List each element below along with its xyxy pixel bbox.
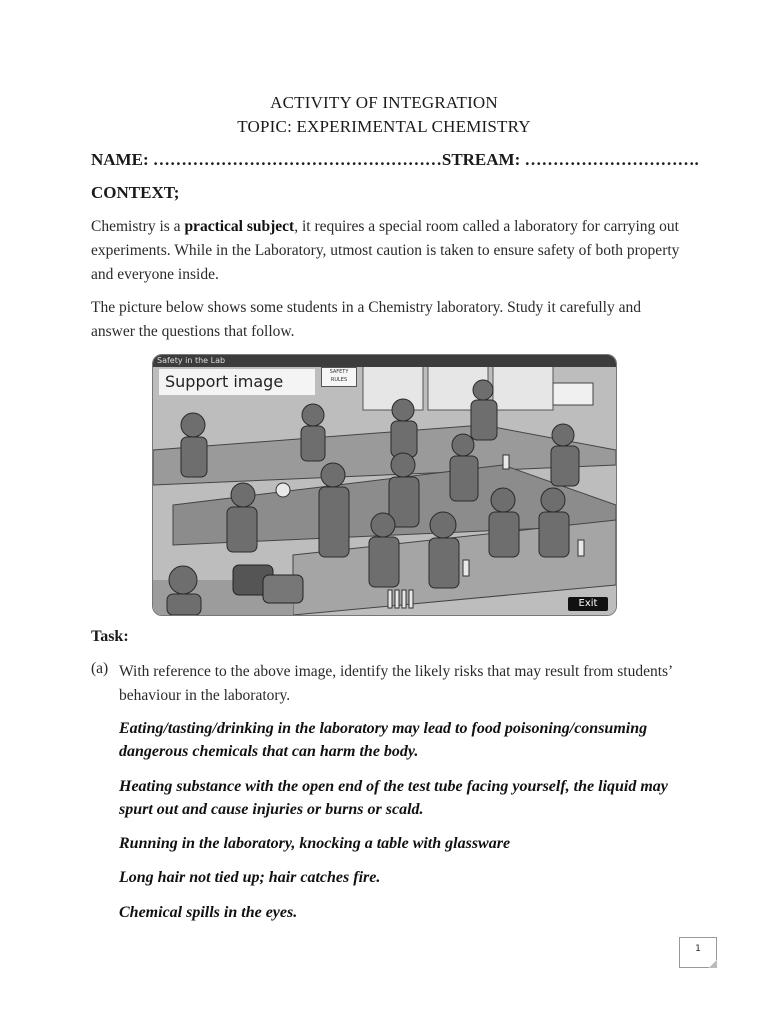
answer-item: Heating substance with the open end of the test tube facing yourself, the liquid may spurt out and cause injuries or burns or scald. xyxy=(119,778,668,818)
emphasis-text: practical subject xyxy=(184,218,295,235)
document-title: ACTIVITY OF INTEGRATION xyxy=(270,93,498,112)
lab-illustration xyxy=(152,354,617,616)
context-paragraph xyxy=(91,215,681,287)
answer-item: Running in the laboratory, knocking a table with glassware xyxy=(119,835,511,852)
stream-field-label: STREAM: …………………………. xyxy=(441,150,699,169)
paragraph-text: Chemistry is a xyxy=(91,218,185,235)
page-number-badge xyxy=(679,937,717,968)
page-number: 1 xyxy=(695,944,701,954)
name-field-label: NAME: …………………………………………… xyxy=(91,150,442,169)
support-image-label: Support image xyxy=(159,369,315,395)
context-heading: CONTEXT; xyxy=(91,183,180,202)
answer-item: Chemical spills in the eyes. xyxy=(119,904,298,921)
instruction-paragraph: The picture below shows some students in a Chemistry laboratory. Study it carefully and answer the questions that follow. xyxy=(91,299,641,340)
answer-item: Long hair not tied up; hair catches fire. xyxy=(119,869,381,886)
exit-button[interactable]: Exit xyxy=(568,597,608,611)
document-topic: TOPIC: EXPERIMENTAL CHEMISTRY xyxy=(237,117,531,136)
name-stream-line xyxy=(91,150,699,170)
question-number: (a) xyxy=(91,660,109,677)
question-text: With reference to the above image, identify the likely risks that may result from students’ behaviour in the laboratory. xyxy=(119,663,673,704)
answer-item: Eating/tasting/drinking in the laboratory may lead to food poisoning/consuming dangerous chemicals that can harm the body. xyxy=(119,720,648,760)
figure-title-bar xyxy=(153,355,616,367)
task-heading: Task: xyxy=(91,628,129,645)
page-fold-corner xyxy=(709,960,717,968)
paragraph-text: , it requires a special room called a laboratory for carrying out experiments. While in the Laboratory, utmost caution is taken to ensure safety of both property and everyone inside. xyxy=(91,218,680,283)
safety-rules-sign: SAFETY RULES xyxy=(321,367,357,387)
figure-banner-text: Safety in the Lab xyxy=(157,356,226,365)
